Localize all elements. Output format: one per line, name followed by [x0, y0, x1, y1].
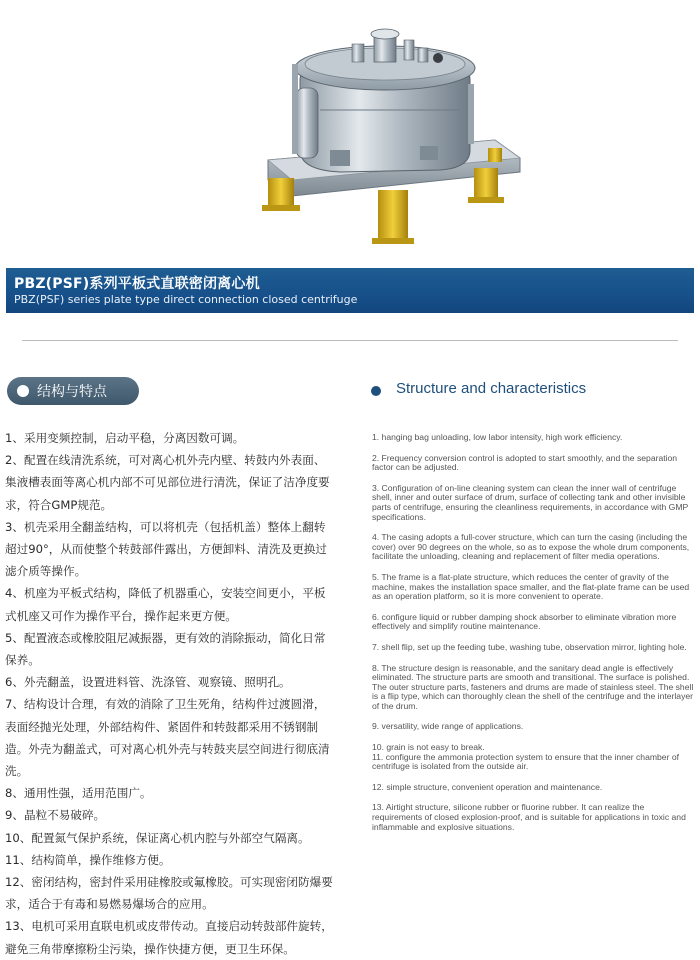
list-item: 3、机壳采用全翻盖结构，可以将机壳（包括机盖）整体上翻转超过90°，从而使整个转鼓部件露出，方便卸料、清洗及更换过滤介质等操作。 — [5, 519, 327, 579]
list-item: 4、机座为平板式结构，降低了机器重心，安装空间更小，平板式机座又可作为操作平台，操作起来更方便。 — [5, 586, 326, 623]
foot-right — [474, 168, 498, 200]
foot-front — [378, 190, 408, 242]
title-cn: PBZ(PSF)系列平板式直联密闭离心机 — [14, 276, 260, 292]
list-item: 6、外壳翻盖，设置进料管、洗涤管、观察镜、照明孔。 — [5, 675, 291, 690]
list-item: 2. Frequency conversion control is adopted to start smoothly, and the separation factor can be adjusted. — [372, 452, 678, 473]
list-item: 8. The structure design is reasonable, and the sanitary dead angle is effectively eliminated. The structure parts are smooth and transitional. The surface is polished. The outer structure parts, fasteners and drums are made of stainless steel. The shell is a flip type, which can thoroughly clean the shell of the centrifuge and the interlayer of the drum. — [372, 662, 694, 711]
list-item: 11. configure the ammonia protection system to ensure that the inner chamber of centrifuge is isolated from the outside air. — [372, 751, 679, 772]
bullet-circle-icon — [17, 385, 29, 397]
list-item: 13. Airtight structure, silicone rubber or fluorine rubber. It can realize the requirements of closed explosion-proof, and is suitable for applications in toxic and inflammable and explosive situations. — [372, 802, 686, 832]
list-item: 5. The frame is a flat-plate structure, which reduces the center of gravity of the machine, makes the installation space smaller, and the flat-plate frame can be used as an operation platform, so it is more convenient to operate. — [372, 571, 690, 602]
list-item: 10. grain is not easy to break. — [372, 742, 485, 753]
list-item: 12、密闭结构，密封件采用硅橡胶或氟橡胶。可实现密闭防爆要求，适合于有毒和易燃易爆场合的应用。 — [5, 875, 333, 912]
section-heading-cn-label: 结构与特点 — [37, 384, 107, 400]
list-item: 9、晶粒不易破碎。 — [5, 808, 106, 823]
list-item: 3. Configuration of on-line cleaning system can clean the inner wall of centrifuge shell, inner and outer surface of drum, surface of collecting tank and other invisible parts of centrifuge, ensuring the cleanliness requirements, in accordance with GMP specifications. — [372, 482, 689, 522]
list-item: 7、结构设计合理，有效的消除了卫生死角，结构件过渡圆滑，表面经抛光处理，外部结构件、紧固件和转鼓都采用不锈钢制造。外壳为翻盖式，可对离心机外壳与转鼓夹层空间进行彻底清洗。 — [5, 697, 330, 779]
section-heading-cn — [7, 377, 139, 405]
list-item: 1、采用变频控制，启动平稳，分离因数可调。 — [5, 431, 245, 445]
list-item: 8、通用性强，适用范围广。 — [5, 786, 152, 801]
list-item: 12. simple structure, convenient operation and maintenance. — [372, 781, 603, 792]
list-item: 4. The casing adopts a full-cover structure, which can turn the casing (including the cover) over 90 degrees on the whole, so as to expose the whole drum components, facilitate the unloading, cleaning and replacement of filter media operations. — [372, 532, 690, 562]
list-item: 9. versatility, wide range of applications. — [372, 721, 524, 732]
list-item: 7. shell flip, set up the feeding tube, washing tube, observation mirror, lighting hole. — [372, 641, 687, 652]
centrifuge-illustration — [0, 0, 700, 268]
section-heading-en: Structure and characteristics — [396, 380, 587, 397]
list-item: 6. configure liquid or rubber damping shock absorber to eliminate vibration more effectively and simplify routine maintenance. — [372, 611, 677, 632]
list-item: 10、配置氮气保护系统，保证离心机内腔与外部空气隔离。 — [5, 830, 310, 845]
features-list-cn — [5, 427, 335, 960]
list-item: 1. hanging bag unloading, low labor intensity, high work efficiency. — [372, 432, 623, 442]
foot-left — [268, 178, 294, 208]
section-divider — [22, 340, 678, 341]
list-item: 11、结构简单，操作维修方便。 — [5, 852, 171, 867]
title-banner — [6, 268, 694, 313]
features-list-en — [372, 433, 694, 832]
bullet-dot-icon — [371, 386, 381, 396]
list-item: 13、电机可采用直联电机或皮带传动。直接启动转鼓部件旋转，避免三角带摩擦粉尘污染，操作快捷方便，更卫生环保。 — [5, 919, 333, 956]
list-item: 5、配置液态或橡胶阻尼减振器，更有效的消除振动，简化日常保养。 — [5, 630, 326, 668]
list-item: 2、配置在线清洗系统，可对离心机外壳内壁、转鼓内外表面、集液槽表面等离心机内部不可见部位进行清洗，保证了洁净度要求，符合GMP规范。 — [5, 453, 330, 512]
title-en: PBZ(PSF) series plate type direct connection closed centrifuge — [14, 293, 358, 306]
product-image — [0, 0, 700, 268]
